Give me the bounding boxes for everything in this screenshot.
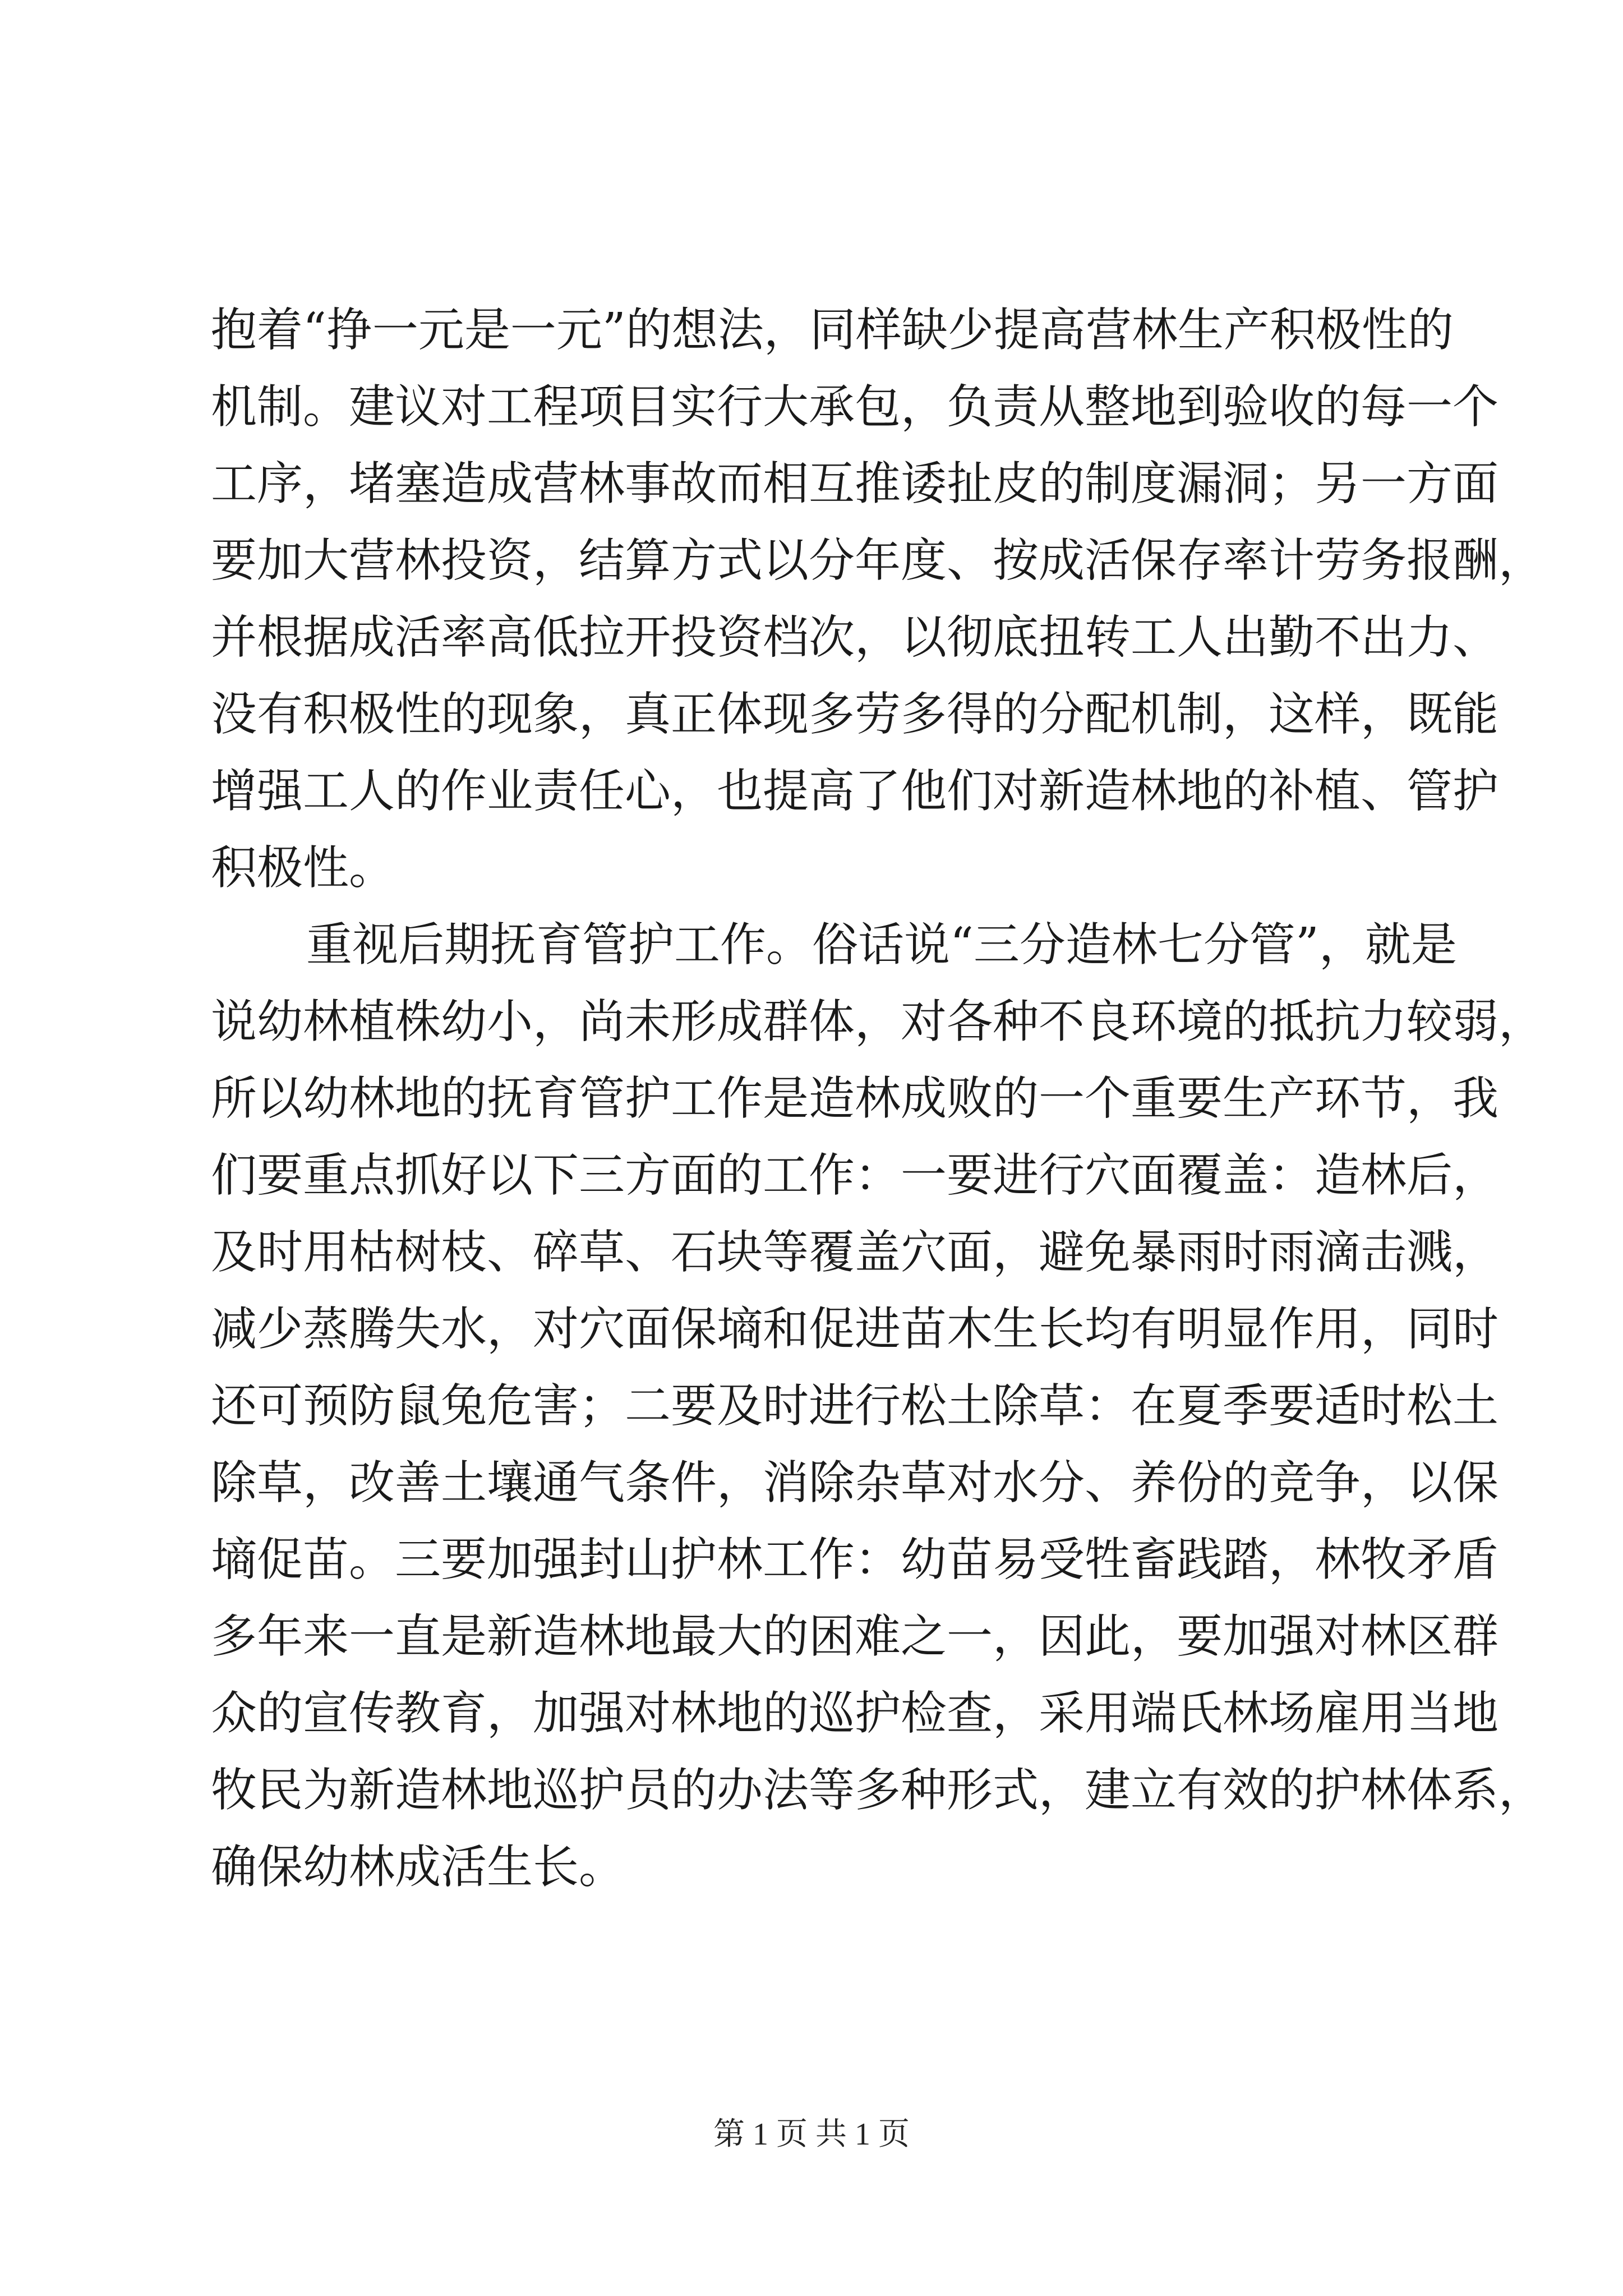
paragraph-1-line: 工序，堵塞造成营林事故而相互推诿扯皮的制度漏洞；另一方面 bbox=[211, 457, 1499, 510]
paragraph-1-line: 没有积极性的现象，真正体现多劳多得的分配机制，这样，既能 bbox=[211, 688, 1499, 741]
paragraph-1-line: 增强工人的作业责任心，也提高了他们对新造林地的补植、管护 bbox=[211, 765, 1499, 818]
paragraph-2-line: 们要重点抓好以下三方面的工作：一要进行穴面覆盖：造林后， bbox=[211, 1149, 1499, 1202]
paragraph-2-line: 墒促苗。三要加强封山护林工作：幼苗易受牲畜践踏，林牧矛盾 bbox=[211, 1533, 1499, 1586]
page-number-label: 第 1 页 共 1 页 bbox=[713, 2117, 910, 2152]
paragraph-2-line: 多年来一直是新造林地最大的困难之一，因此，要加强对林区群 bbox=[211, 1610, 1499, 1663]
paragraph-1-line: 要加大营林投资，结算方式以分年度、按成活保存率计劳务报酬， bbox=[211, 534, 1545, 587]
paragraph-2-line: 所以幼林地的抚育管护工作是造林成败的一个重要生产环节，我 bbox=[211, 1072, 1499, 1125]
paragraph-1-line: 并根据成活率高低拉开投资档次，以彻底扭转工人出勤不出力、 bbox=[211, 611, 1499, 664]
paragraph-2-line: 减少蒸腾失水，对穴面保墒和促进苗木生长均有明显作用，同时 bbox=[211, 1303, 1499, 1356]
paragraph-2-line: 确保幼林成活生长。 bbox=[211, 1841, 625, 1894]
paragraph-2-line: 牧民为新造林地巡护员的办法等多种形式，建立有效的护林体系， bbox=[211, 1764, 1545, 1817]
paragraph-2-line: 众的宣传教育，加强对林地的巡护检查，采用端氏林场雇用当地 bbox=[211, 1687, 1499, 1740]
paragraph-2-line: 重视后期抚育管护工作。俗话说“三分造林七分管”，就是 bbox=[306, 918, 1457, 972]
paragraph-2-line: 除草，改善土壤通气条件，消除杂草对水分、养份的竞争，以保 bbox=[211, 1456, 1499, 1510]
page-footer bbox=[0, 2109, 1623, 2154]
paragraph-1-line: 抱着“挣一元是一元”的想法，同样缺少提高营林生产积极性的 bbox=[211, 303, 1454, 357]
paragraph-2-line: 还可预防鼠兔危害；二要及时进行松土除草：在夏季要适时松土 bbox=[211, 1379, 1499, 1433]
body-text bbox=[211, 292, 1545, 1906]
paragraph-1-line: 积极性。 bbox=[211, 841, 395, 895]
paragraph-2-line: 及时用枯树枝、碎草、石块等覆盖穴面，避免暴雨时雨滴击溅， bbox=[211, 1226, 1499, 1279]
paragraph-2-line: 说幼林植株幼小，尚未形成群体，对各种不良环境的抵抗力较弱， bbox=[211, 995, 1545, 1048]
paragraph-1-line: 机制。建议对工程项目实行大承包，负责从整地到验收的每一个 bbox=[211, 380, 1499, 434]
